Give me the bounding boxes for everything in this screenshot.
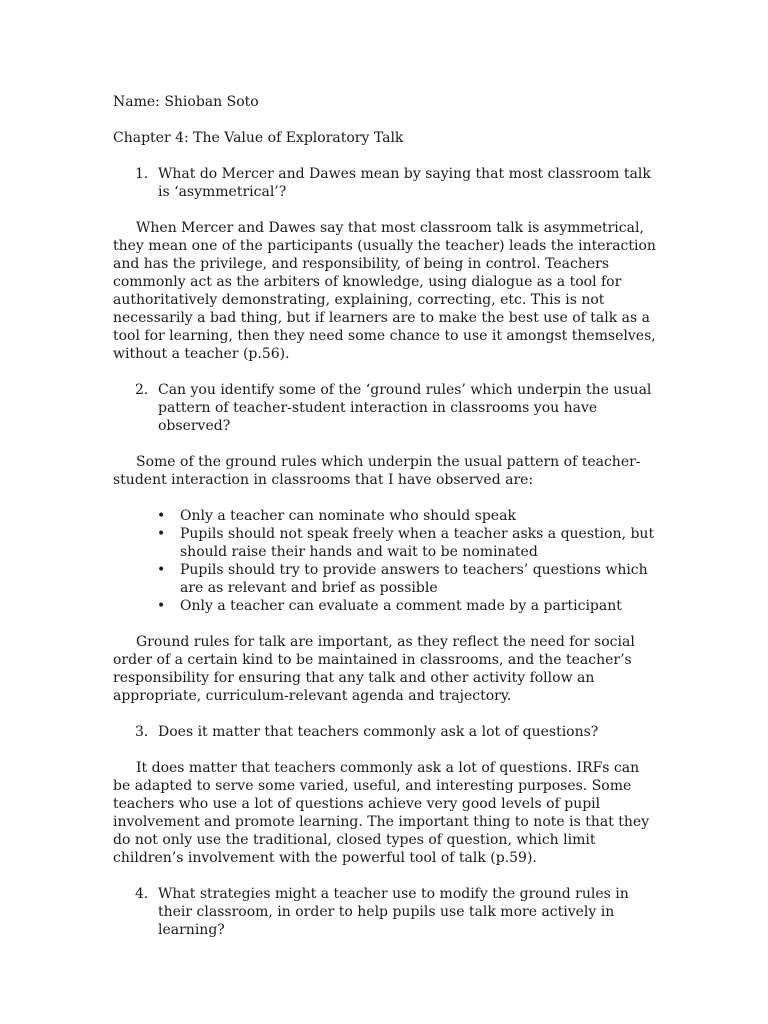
document-page: [113, 93, 658, 957]
question-4: [113, 885, 658, 939]
answer-1: When Mercer and Dawes say that most classroom talk is asymmetrical, they mean one of the participants (usually the teacher) leads the interaction and has the privilege, and responsibility, of being in control. Teachers commonly act as the arbiters of knowledge, using dialogue as a tool for authoritatively demonstrating, explaining, correcting, etc. This is not necessarily a bad thing, but if learners are to make the best use of talk as a tool for learning, then they need some chance to use it amongst themselves, without a teacher (p.56).: [113, 220, 656, 362]
question-number: 1.: [135, 166, 149, 182]
list-item: [113, 561, 658, 597]
chapter-title: Chapter 4: The Value of Exploratory Talk: [113, 130, 404, 146]
question-text: What strategies might a teacher use to modify the ground rules in their classroom, in order to help pupils use talk more actively in learning?: [158, 886, 629, 938]
list-item: [113, 597, 658, 615]
question-text: Can you identify some of the ‘ground rules’ which underpin the usual pattern of teacher-student interaction in classrooms you have observed?: [158, 382, 652, 434]
student-name: Name: Shioban Soto: [113, 94, 259, 110]
question-3: [113, 723, 658, 741]
question-number: 4.: [135, 886, 149, 902]
list-item: [113, 507, 658, 525]
question-text: Does it matter that teachers commonly ask a lot of questions?: [158, 724, 599, 740]
answer-2-after: Ground rules for talk are important, as they reflect the need for social order of a certain kind to be maintained in classrooms, and the teacher’s responsibility for ensuring that any talk and other activity follow an appropriate, curriculum-relevant agenda and trajectory.: [113, 634, 635, 704]
answer-3: It does matter that teachers commonly ask a lot of questions. IRFs can be adapted to serve some varied, useful, and interesting purposes. Some teachers who use a lot of questions achieve very good levels of pupil involvement and promote learning. The important thing to note is that they do not only use the traditional, closed types of question, which limit children’s involvement with the powerful tool of talk (p.59).: [113, 760, 650, 866]
question-2: [113, 381, 658, 435]
list-item-text: Pupils should try to provide answers to teachers’ questions which are as relevant and brief as possible: [180, 562, 648, 596]
list-item-text: Pupils should not speak freely when a teacher asks a question, but should raise their hands and wait to be nominated: [180, 526, 655, 560]
answer-2-intro: Some of the ground rules which underpin the usual pattern of teacher-student interaction in classrooms that I have observed are:: [113, 454, 641, 488]
question-text: What do Mercer and Dawes mean by saying that most classroom talk is ‘asymmetrical’?: [158, 166, 651, 200]
bullet-icon: •: [157, 508, 166, 524]
question-number: 3.: [135, 724, 149, 740]
question-1: [113, 165, 658, 201]
bullet-icon: •: [157, 526, 166, 542]
list-item-text: Only a teacher can evaluate a comment made by a participant: [180, 598, 622, 614]
question-number: 2.: [135, 382, 149, 398]
list-item: [113, 525, 658, 561]
list-item-text: Only a teacher can nominate who should speak: [180, 508, 516, 524]
bullet-icon: •: [157, 598, 166, 614]
ground-rules-list: [113, 507, 658, 615]
bullet-icon: •: [157, 562, 166, 578]
